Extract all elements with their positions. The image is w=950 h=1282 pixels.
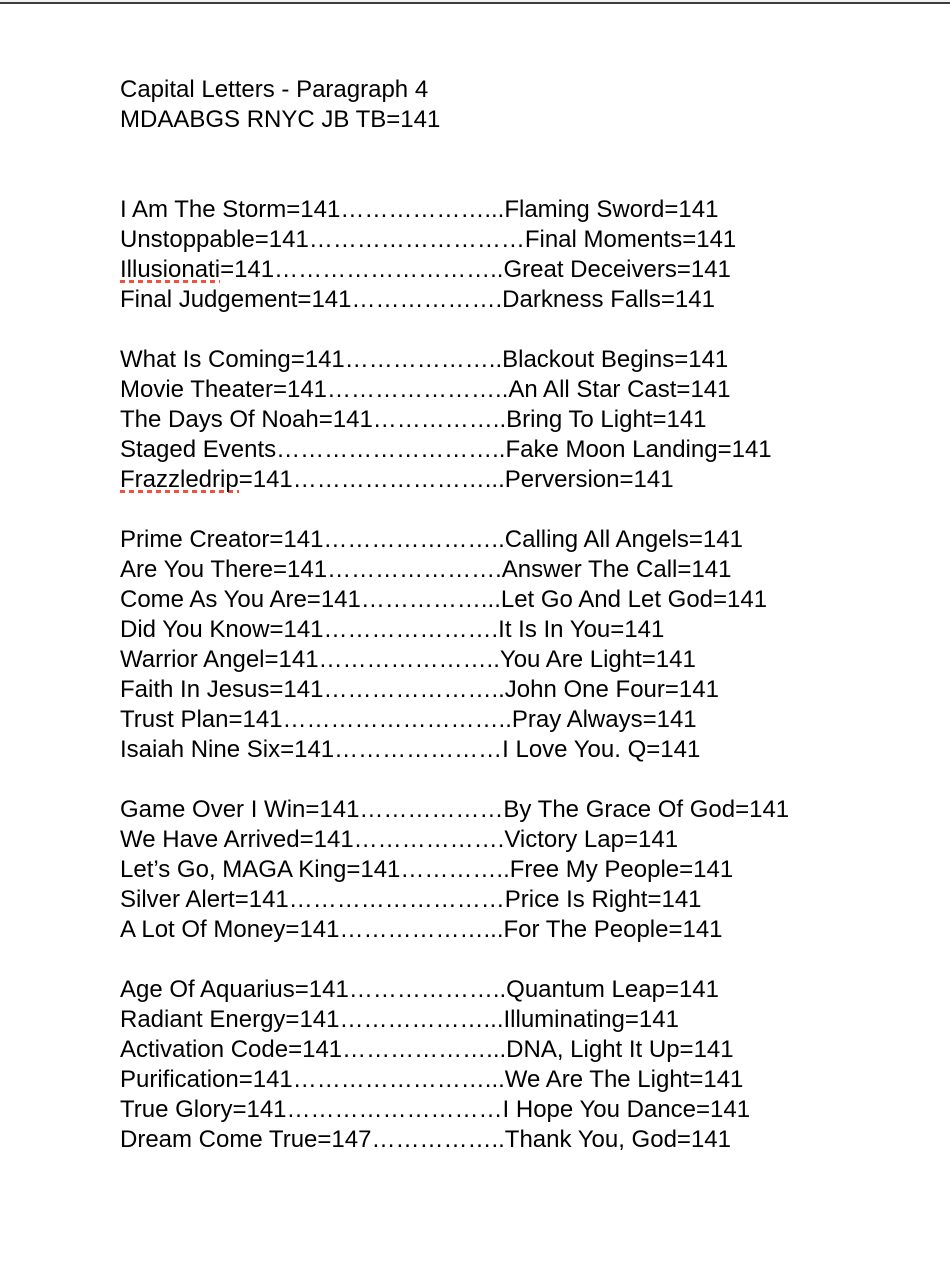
line-text: Come As You Are=141……………...Let Go And Let God=141 (120, 586, 768, 613)
gematria-line (120, 1095, 920, 1125)
document-title: Capital Letters - Paragraph 4 (120, 76, 429, 103)
gematria-line (120, 1005, 920, 1035)
gematria-line (120, 375, 920, 405)
gematria-line (120, 225, 920, 255)
line-text: Warrior Angel=141…………………..You Are Light=141 (120, 646, 696, 673)
document-page (0, 4, 950, 1155)
line-text: I Am The Storm=141………………...Flaming Sword=141 (120, 196, 719, 223)
misspelled-word: Frazzledrip (120, 466, 239, 493)
line-text: Dream Come True=147……………..Thank You, God=141 (120, 1126, 731, 1153)
gematria-line (120, 195, 920, 225)
line-text: Purification=141……………………...We Are The Light=141 (120, 1066, 744, 1093)
line-text: Let’s Go, MAGA King=141…………..Free My People=141 (120, 856, 734, 883)
line-text: =141………………………..Great Deceivers=141 (220, 256, 731, 283)
line-text: Faith In Jesus=141…………………..John One Four=141 (120, 676, 719, 703)
paragraph-4 (120, 795, 920, 945)
gematria-line (120, 915, 920, 945)
gematria-line (120, 525, 920, 555)
gematria-line (120, 465, 920, 495)
paragraph-3 (120, 525, 920, 765)
line-text: Age Of Aquarius=141………………..Quantum Leap=141 (120, 976, 720, 1003)
line-text: Trust Plan=141………………………..Pray Always=141 (120, 706, 697, 733)
misspelled-word: Illusionati (120, 256, 221, 283)
gematria-line (120, 555, 920, 585)
line-text: What Is Coming=141………………..Blackout Begins=141 (120, 346, 729, 373)
gematria-line (120, 1035, 920, 1065)
line-text: True Glory=141………………………I Hope You Dance=141 (120, 1096, 751, 1123)
gematria-line (120, 885, 920, 915)
line-text: We Have Arrived=141……………….Victory Lap=141 (120, 826, 679, 853)
document-header (120, 75, 920, 135)
paragraph-1 (120, 195, 920, 315)
line-text: Radiant Energy=141………………...Illuminating=141 (120, 1006, 679, 1033)
gematria-line (120, 975, 920, 1005)
gematria-line (120, 1125, 920, 1155)
gematria-line (120, 825, 920, 855)
line-text: Silver Alert=141………………………Price Is Right=141 (120, 886, 702, 913)
line-text: A Lot Of Money=141………………...For The People=141 (120, 916, 723, 943)
paragraph-2 (120, 345, 920, 495)
gematria-line (120, 675, 920, 705)
gematria-line (120, 795, 920, 825)
line-text: Unstoppable=141………………………Final Moments=141 (120, 226, 737, 253)
line-text: Final Judgement=141……………….Darkness Falls=141 (120, 286, 715, 313)
line-text: Isaiah Nine Six=141…………………I Love You. Q=141 (120, 736, 701, 763)
line-text: Are You There=141………………….Answer The Call=141 (120, 556, 732, 583)
line-text: Movie Theater=141…………………..An All Star Cast=141 (120, 376, 731, 403)
line-text: =141……………………...Perversion=141 (238, 466, 674, 493)
gematria-line (120, 705, 920, 735)
document-code-line: MDAABGS RNYC JB TB=141 (120, 106, 441, 133)
line-text: Activation Code=141………………...DNA, Light It Up=141 (120, 1036, 734, 1063)
line-text: Prime Creator=141…………………..Calling All Angels=141 (120, 526, 743, 553)
paragraph-5 (120, 975, 920, 1155)
line-text: Staged Events………………………..Fake Moon Landing=141 (120, 436, 772, 463)
gematria-line (120, 855, 920, 885)
line-text: The Days Of Noah=141……………..Bring To Light=141 (120, 406, 707, 433)
gematria-line (120, 435, 920, 465)
gematria-line (120, 255, 920, 285)
gematria-line (120, 1065, 920, 1095)
gematria-line (120, 585, 920, 615)
gematria-line (120, 735, 920, 765)
gematria-line (120, 285, 920, 315)
line-text: Game Over I Win=141………………By The Grace Of God=141 (120, 796, 790, 823)
gematria-line (120, 405, 920, 435)
line-text: Did You Know=141………………….It Is In You=141 (120, 616, 665, 643)
gematria-line (120, 645, 920, 675)
gematria-line (120, 615, 920, 645)
gematria-line (120, 345, 920, 375)
